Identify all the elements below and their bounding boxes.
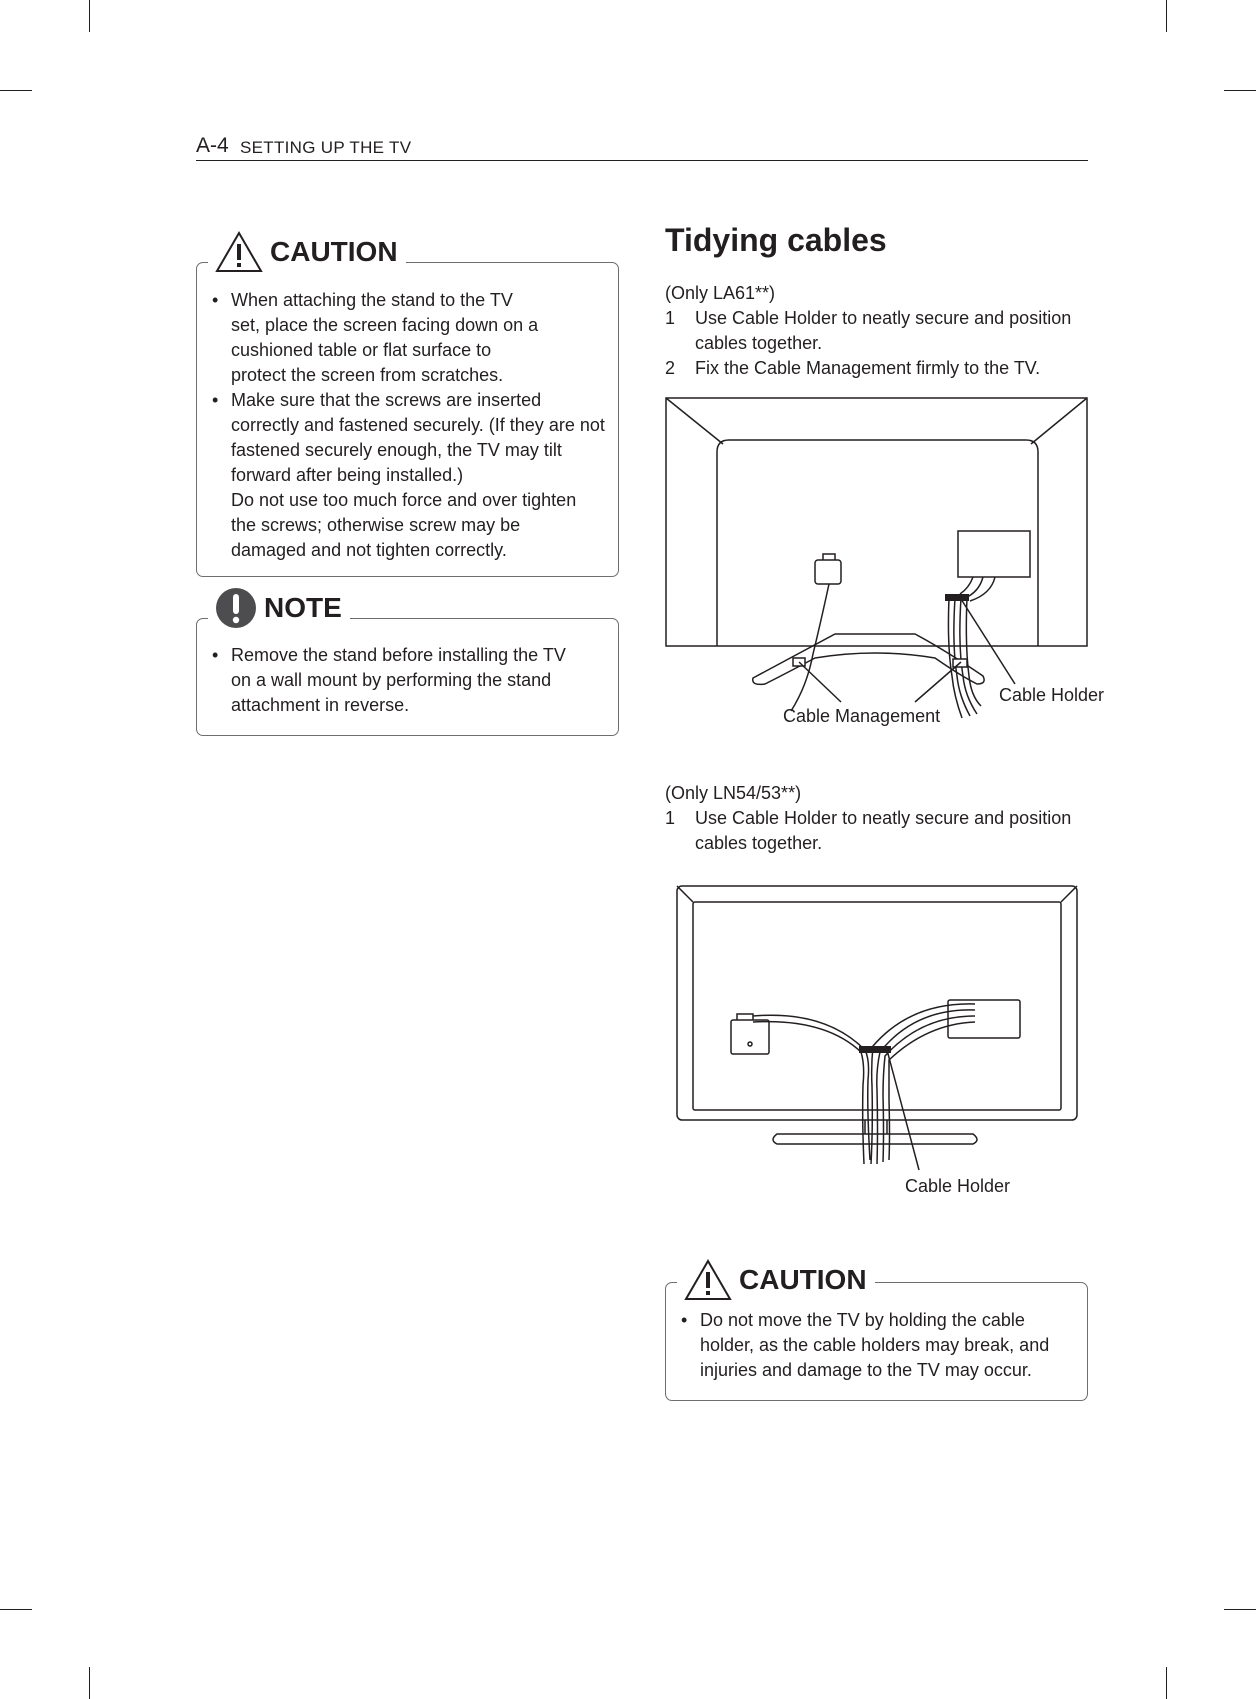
crop-mark (1166, 1667, 1167, 1699)
list-item (665, 306, 1105, 356)
crop-mark (0, 90, 32, 91)
exclamation-circle-icon (214, 586, 258, 630)
step-number: 1 (665, 308, 676, 328)
figure-la61-cable-tidy (665, 396, 1115, 736)
figure-label-cable-management: Cable Management (783, 706, 941, 726)
list-item (665, 356, 1105, 381)
step-number: 2 (665, 358, 676, 378)
crop-mark (89, 1667, 90, 1699)
note-list (196, 643, 586, 718)
crop-mark (89, 0, 90, 32)
list-item: • Remove the stand before installing the TV on a wall mount by performing the stand attachment in reverse. (196, 643, 586, 718)
step-text: Fix the Cable Management firmly to the TV. (695, 358, 1041, 378)
caution-label: CAUTION (739, 1264, 867, 1295)
list-item (665, 806, 1105, 856)
page-header (196, 132, 1088, 161)
step-number: 1 (665, 808, 676, 828)
caution-label: CAUTION (270, 236, 398, 267)
caution-list-right (665, 1308, 1075, 1383)
section-title: SETTING UP THE TV (240, 138, 412, 157)
steps-list-la61 (665, 306, 1105, 381)
crop-mark (1224, 1609, 1256, 1610)
step-text: Use Cable Holder to neatly secure and position cables together. (695, 308, 1072, 353)
warning-triangle-icon (214, 230, 264, 274)
page-number: A-4 (196, 134, 229, 157)
step-text: Use Cable Holder to neatly secure and position cables together. (695, 808, 1072, 853)
crop-mark (1166, 0, 1167, 32)
crop-mark (1224, 90, 1256, 91)
model-note-la61: (Only LA61**) (665, 283, 776, 303)
figure-label-cable-holder: Cable Holder (999, 685, 1105, 705)
note-title (208, 586, 350, 630)
section-heading: Tidying cables (665, 222, 887, 258)
list-item: • Do not move the TV by holding the cable holder, as the cable holders may break, and injuries and damage to the TV may occur. (665, 1308, 1075, 1383)
caution-title-left (208, 230, 406, 274)
caution-title-right (677, 1258, 875, 1302)
model-note-ln54: (Only LN54/53**) (665, 783, 802, 803)
crop-mark (0, 1609, 32, 1610)
figure-label-cable-holder: Cable Holder (905, 1176, 1011, 1196)
list-item: • When attaching the stand to the TV set, place the screen facing down on a cushioned table or flat surface to protect the screen from scratches. (196, 288, 606, 388)
note-label: NOTE (264, 592, 342, 623)
figure-ln54-cable-tidy (665, 880, 1115, 1200)
list-item: • Make sure that the screws are inserted correctly and fastened securely. (If they are not fastened securely enough, the TV may tilt forward after being installed.) (196, 388, 606, 488)
steps-list-ln54 (665, 806, 1105, 856)
warning-triangle-icon (683, 1258, 733, 1302)
caution-list-left (196, 288, 606, 563)
caution-extra-text: Do not use too much force and over tighten the screws; otherwise screw may be damaged and not tighten correctly. (231, 490, 577, 560)
